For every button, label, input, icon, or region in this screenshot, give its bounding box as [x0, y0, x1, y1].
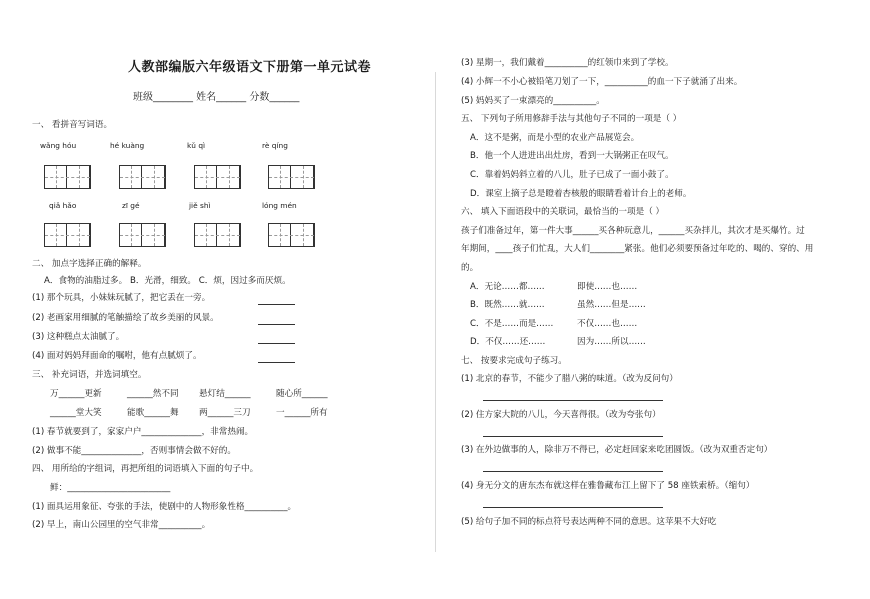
q3-heading: 三、 补充词语，并选词填空。 — [32, 370, 147, 380]
q3-word: 悬灯结______ — [199, 389, 251, 399]
pinyin-3: kǔ qì — [187, 141, 206, 150]
q5-option: D．课室上摘子总是瞪着杏核般的眼睛看着计台上的老师。 — [470, 189, 692, 199]
q7-item: (2) 住方家大院的八儿，今天喜得很。（改为夸张句） — [461, 410, 661, 420]
q6-passage-line: 年期间，____孩子们忙乱，大人们________紧张。他们必须要预备过年吃的、喝的、穿的、用 — [461, 244, 814, 254]
q6-option: C．不是……而是…… — [470, 319, 554, 329]
q2-heading: 二、 加点字选择正确的解释。 — [32, 259, 147, 269]
q6-passage-line: 孩子们准备过年，第一件大事______买各种玩意儿，______买杂拌儿，其次才是买爆竹。过 — [461, 226, 805, 236]
q6-option: B．既然……就…… — [470, 300, 545, 310]
q3-item: (2) 做事不能______________，否则事情会做不好的。 — [32, 446, 236, 456]
answer-line[interactable] — [483, 507, 663, 508]
answer-line[interactable] — [483, 471, 663, 472]
q7-item: (4) 身无分文的唐东杰布就这样在雅鲁藏布江上留下了 58 座铁索桥。（缩句） — [461, 481, 755, 491]
q3-item: (1) 春节就要到了，家家户户______________，非常热闹。 — [32, 427, 254, 437]
q4-word: 鲜：________________________ — [50, 483, 171, 493]
pinyin-2: hé kuàng — [110, 141, 145, 150]
q7-item: (3) 在外边做事的人，除非万不得已，必定赶回家来吃团圆饭。（改为双重否定句） — [461, 445, 773, 455]
q2-item: (4) 面对妈妈拜面命的嘱咐，他有点腻烦了。 — [32, 351, 202, 361]
writing-grid[interactable] — [44, 223, 91, 247]
q4-item: (4) 小辉一不小心被铅笔刀划了一下，__________的血一下子就涌了出来。 — [461, 77, 743, 87]
q6-option: 不仅……也…… — [577, 319, 638, 329]
pinyin-7: jiě shì — [189, 201, 211, 210]
q7-item: (1) 北京的春节，不能少了腊八粥的味道。（改为反问句） — [461, 374, 678, 384]
q5-heading: 五、 下列句子所用修辞手法与其他句子不同的一项是（ ） — [461, 114, 682, 124]
student-info-line: 班级________ 姓名______ 分数______ — [133, 92, 300, 103]
writing-grid[interactable] — [194, 165, 241, 189]
q4-item: (3) 星期一，我们戴着__________的红领巾来到了学校。 — [461, 58, 674, 68]
answer-line[interactable] — [483, 400, 663, 401]
writing-grid[interactable] — [44, 165, 91, 189]
q1-heading: 一、 看拼音写词语。 — [32, 120, 113, 130]
q2-options: A．食物的油脂过多。 B．光滑，细致。 C．烦，因过多而厌烦。 — [44, 276, 291, 286]
writing-grid[interactable] — [119, 223, 166, 247]
pinyin-6: zī gé — [122, 201, 140, 210]
q6-option: D．不仅……还…… — [470, 337, 546, 347]
q6-option: A．无论……都…… — [470, 282, 545, 292]
q6-option: 因为……所以…… — [577, 337, 646, 347]
q7-item: (5) 给句子加不同的标点符号表达两种不同的意思。这苹果不大好吃 — [461, 517, 717, 527]
q3-word: ______然不同 — [127, 389, 179, 399]
q4-item: (1) 面具运用象征、夸张的手法，使剧中的人物形象性格__________。 — [32, 502, 297, 512]
q3-word: 万______更新 — [50, 389, 102, 399]
q2-item: (3) 这种糕点太油腻了。 — [32, 332, 125, 342]
writing-grid[interactable] — [119, 165, 166, 189]
answer-blank[interactable] — [258, 362, 295, 363]
q4-heading: 四、 用所给的字组词，再把所组的词语填入下面的句子中。 — [32, 464, 259, 474]
q5-option: C．靠着妈妈斜立着的八儿，肚子已成了一面小鼓了。 — [470, 170, 674, 180]
q6-passage-line: 的。 — [461, 263, 479, 273]
writing-grid[interactable] — [268, 165, 315, 189]
answer-blank[interactable] — [258, 324, 295, 325]
writing-grid[interactable] — [194, 223, 241, 247]
q5-option: B．他一个人进进出出灶房，看到一大锅粥正在叹气。 — [470, 151, 674, 161]
pinyin-1: wǎng hóu — [40, 141, 77, 150]
q3-word: 两______三刀 — [199, 408, 251, 418]
q2-item: (1) 那个玩具，小妹妹玩腻了，把它丢在一旁。 — [32, 293, 211, 303]
pinyin-8: lóng mén — [262, 201, 297, 210]
q4-item: (5) 妈妈买了一束漂亮的__________。 — [461, 96, 605, 106]
q4-item: (2) 早上，南山公园里的空气非常__________。 — [32, 520, 211, 530]
q2-item: (2) 老画家用细腻的笔触描绘了故乡美丽的风景。 — [32, 313, 219, 323]
answer-line[interactable] — [483, 436, 663, 437]
answer-blank[interactable] — [258, 304, 295, 305]
pinyin-5: qiǎ hǎo — [49, 201, 77, 210]
q3-word: ______堂大笑 — [50, 408, 102, 418]
writing-grid[interactable] — [268, 223, 315, 247]
pinyin-4: rè qíng — [262, 141, 288, 150]
q3-word: 随心所______ — [276, 389, 328, 399]
q3-word: 一______所有 — [276, 408, 328, 418]
q5-option: A．这不是粥，而是小型的农业产品展览会。 — [470, 133, 640, 143]
q6-heading: 六、 填入下面语段中的关联词，最恰当的一项是（ ） — [461, 207, 665, 217]
q6-option: 虽然……但是…… — [577, 300, 646, 310]
q6-option: 即使……也…… — [577, 282, 638, 292]
q7-heading: 七、 按要求完成句子练习。 — [461, 356, 567, 366]
answer-blank[interactable] — [258, 343, 295, 344]
q3-word: 能歌______舞 — [127, 408, 179, 418]
column-divider — [435, 72, 436, 552]
exam-title: 人教部编版六年级语文下册第一单元试卷 — [128, 60, 372, 75]
